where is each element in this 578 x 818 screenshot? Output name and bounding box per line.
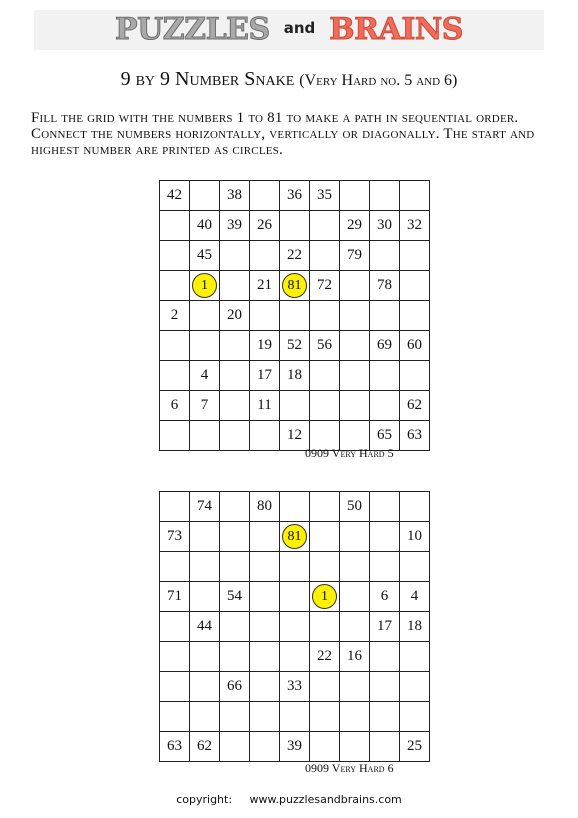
start-number-circle: 1 bbox=[312, 584, 337, 609]
grid-cell bbox=[370, 672, 400, 702]
grid-cell bbox=[370, 702, 400, 732]
grid-cell: 72 bbox=[310, 271, 340, 301]
grid-cell bbox=[280, 702, 310, 732]
grid-cell bbox=[160, 241, 190, 271]
grid-cell bbox=[250, 612, 280, 642]
grid-cell bbox=[310, 361, 340, 391]
grid-row bbox=[160, 241, 430, 271]
grid-cell bbox=[190, 181, 220, 211]
grid-cell bbox=[160, 672, 190, 702]
grid-cell bbox=[250, 522, 280, 552]
grid-cell bbox=[190, 702, 220, 732]
grid-cell bbox=[160, 552, 190, 582]
grid-row bbox=[160, 672, 430, 702]
grid-cell bbox=[400, 301, 430, 331]
grid-cell: 25 bbox=[400, 732, 430, 762]
grid-cell bbox=[310, 522, 340, 552]
grid-cell bbox=[370, 732, 400, 762]
grid-cell: 6 bbox=[160, 391, 190, 421]
grid-cell bbox=[340, 552, 370, 582]
grid-row bbox=[160, 522, 430, 552]
grid-cell: 74 bbox=[190, 492, 220, 522]
grid-cell bbox=[190, 672, 220, 702]
grid-cell bbox=[370, 241, 400, 271]
grid-cell bbox=[160, 612, 190, 642]
grid-cell bbox=[280, 642, 310, 672]
grid-cell: 4 bbox=[190, 361, 220, 391]
grid-cell bbox=[280, 391, 310, 421]
grid-cell bbox=[280, 612, 310, 642]
grid-cell: 22 bbox=[310, 642, 340, 672]
grid-cell: 20 bbox=[220, 301, 250, 331]
grid-cell: 42 bbox=[160, 181, 190, 211]
grid-cell bbox=[310, 211, 340, 241]
grid-cell: 54 bbox=[220, 582, 250, 612]
grid-cell bbox=[250, 301, 280, 331]
grid-cell bbox=[400, 672, 430, 702]
grid-row bbox=[160, 181, 430, 211]
page-title bbox=[0, 68, 578, 91]
grid-cell bbox=[250, 241, 280, 271]
grid-cell: 73 bbox=[160, 522, 190, 552]
grid-cell bbox=[280, 582, 310, 612]
grid-cell bbox=[340, 271, 370, 301]
grid-cell bbox=[310, 301, 340, 331]
grid-cell: 17 bbox=[370, 612, 400, 642]
grid-cell bbox=[160, 642, 190, 672]
grid-cell bbox=[220, 241, 250, 271]
grid-cell bbox=[310, 732, 340, 762]
grid-cell bbox=[400, 492, 430, 522]
grid-cell bbox=[250, 421, 280, 451]
grid-cell: 4 bbox=[400, 582, 430, 612]
grid-row bbox=[160, 211, 430, 241]
grid-cell bbox=[250, 582, 280, 612]
grid-cell bbox=[220, 522, 250, 552]
grid-row bbox=[160, 331, 430, 361]
grid-cell bbox=[220, 552, 250, 582]
grid-cell: 80 bbox=[250, 492, 280, 522]
site-logo bbox=[0, 12, 578, 47]
grid-cell bbox=[250, 702, 280, 732]
grid-cell bbox=[220, 331, 250, 361]
grid-cell bbox=[250, 552, 280, 582]
grid-cell: 66 bbox=[220, 672, 250, 702]
grid-cell bbox=[340, 702, 370, 732]
grid-row bbox=[160, 492, 430, 522]
footer bbox=[0, 793, 578, 806]
grid-cell bbox=[220, 492, 250, 522]
grid-row bbox=[160, 391, 430, 421]
grid-row bbox=[160, 552, 430, 582]
grid-row bbox=[160, 702, 430, 732]
grid-cell bbox=[220, 361, 250, 391]
grid-cell bbox=[250, 672, 280, 702]
grid-cell bbox=[160, 361, 190, 391]
grid-cell: 62 bbox=[400, 391, 430, 421]
grid-cell bbox=[370, 301, 400, 331]
grid-cell bbox=[310, 702, 340, 732]
grid-cell bbox=[160, 702, 190, 732]
grid-cell bbox=[340, 181, 370, 211]
grid-cell: 44 bbox=[190, 612, 220, 642]
grid-cell: 26 bbox=[250, 211, 280, 241]
grid-cell: 22 bbox=[280, 241, 310, 271]
grid-cell bbox=[370, 361, 400, 391]
grid-cell bbox=[340, 301, 370, 331]
grid-cell bbox=[220, 642, 250, 672]
grid-cell: 16 bbox=[340, 642, 370, 672]
grid-cell: 71 bbox=[160, 582, 190, 612]
grid-cell: 10 bbox=[400, 522, 430, 552]
title-main: 9 by 9 Number Snake bbox=[120, 68, 295, 90]
grid-cell bbox=[160, 492, 190, 522]
grid-cell bbox=[220, 702, 250, 732]
grid-cell bbox=[220, 612, 250, 642]
grid-cell: 63 bbox=[160, 732, 190, 762]
grid-cell bbox=[340, 522, 370, 552]
highest-number-circle: 81 bbox=[282, 273, 307, 298]
grid-cell: 35 bbox=[310, 181, 340, 211]
grid-cell bbox=[160, 421, 190, 451]
grid-cell bbox=[190, 522, 220, 552]
grid-cell: 45 bbox=[190, 241, 220, 271]
puzzle-caption-very-hard-6: 0909 Very Hard 6 bbox=[305, 761, 394, 775]
grid-cell: 50 bbox=[340, 492, 370, 522]
grid-cell: 17 bbox=[250, 361, 280, 391]
grid-cell: 39 bbox=[280, 732, 310, 762]
grid-cell bbox=[340, 361, 370, 391]
grid-cell bbox=[310, 582, 340, 612]
grid-cell: 33 bbox=[280, 672, 310, 702]
grid-cell: 62 bbox=[190, 732, 220, 762]
grid-row bbox=[160, 361, 430, 391]
grid-cell bbox=[220, 732, 250, 762]
grid-cell bbox=[310, 241, 340, 271]
instructions-text: Fill the grid with the numbers 1 to 81 to make a path in sequential order. Connect the numbers horizontally, vertically or diagonally. The start and highest number are printed as circles. bbox=[31, 110, 535, 158]
grid-cell: 18 bbox=[400, 612, 430, 642]
grid-cell bbox=[160, 331, 190, 361]
grid-cell bbox=[370, 642, 400, 672]
grid-cell bbox=[370, 552, 400, 582]
grid-cell bbox=[220, 271, 250, 301]
grid-cell: 29 bbox=[340, 211, 370, 241]
grid-cell bbox=[190, 271, 220, 301]
grid-cell: 6 bbox=[370, 582, 400, 612]
grid-cell bbox=[340, 331, 370, 361]
grid-cell bbox=[310, 552, 340, 582]
grid-cell: 78 bbox=[370, 271, 400, 301]
grid-cell bbox=[400, 181, 430, 211]
grid-cell bbox=[340, 732, 370, 762]
grid-cell bbox=[190, 301, 220, 331]
grid-cell: 79 bbox=[340, 241, 370, 271]
grid-cell bbox=[400, 702, 430, 732]
grid-cell: 21 bbox=[250, 271, 280, 301]
grid-cell: 60 bbox=[400, 331, 430, 361]
grid-cell bbox=[250, 642, 280, 672]
grid-cell bbox=[160, 271, 190, 301]
puzzle-caption-very-hard-5: 0909 Very Hard 5 bbox=[305, 446, 394, 460]
grid-cell: 39 bbox=[220, 211, 250, 241]
grid-cell: 2 bbox=[160, 301, 190, 331]
grid-cell bbox=[280, 522, 310, 552]
grid-cell: 40 bbox=[190, 211, 220, 241]
grid-cell: 32 bbox=[400, 211, 430, 241]
grid-cell bbox=[190, 552, 220, 582]
grid-cell bbox=[280, 271, 310, 301]
grid-cell bbox=[160, 211, 190, 241]
logo-and-text: and bbox=[283, 19, 316, 37]
grid-cell: 69 bbox=[370, 331, 400, 361]
grid-cell bbox=[370, 492, 400, 522]
grid-cell bbox=[220, 391, 250, 421]
grid-cell: 63 bbox=[400, 421, 430, 451]
grid-cell: 12 bbox=[280, 421, 310, 451]
grid-cell: 38 bbox=[220, 181, 250, 211]
grid-cell bbox=[310, 612, 340, 642]
grid-cell bbox=[340, 672, 370, 702]
grid-cell bbox=[280, 211, 310, 241]
grid-cell bbox=[190, 331, 220, 361]
start-number-circle: 1 bbox=[192, 273, 217, 298]
grid-row bbox=[160, 582, 430, 612]
grid-cell bbox=[250, 181, 280, 211]
grid-cell bbox=[370, 181, 400, 211]
grid-row bbox=[160, 612, 430, 642]
grid-cell bbox=[310, 672, 340, 702]
grid-cell bbox=[280, 552, 310, 582]
grid-cell: 30 bbox=[370, 211, 400, 241]
grid-cell bbox=[400, 241, 430, 271]
highest-number-circle: 81 bbox=[282, 524, 307, 549]
grid-cell: 65 bbox=[370, 421, 400, 451]
grid-cell bbox=[190, 421, 220, 451]
grid-cell bbox=[250, 732, 280, 762]
grid-cell bbox=[310, 492, 340, 522]
grid-cell: 56 bbox=[310, 331, 340, 361]
grid-cell: 52 bbox=[280, 331, 310, 361]
grid-row bbox=[160, 732, 430, 762]
puzzle-grid-very-hard-5 bbox=[159, 180, 430, 451]
grid-row bbox=[160, 642, 430, 672]
grid-cell bbox=[370, 522, 400, 552]
grid-cell bbox=[400, 271, 430, 301]
grid-cell bbox=[280, 301, 310, 331]
grid-cell bbox=[220, 421, 250, 451]
grid-cell: 11 bbox=[250, 391, 280, 421]
logo-brains-text: BRAINS bbox=[329, 12, 463, 47]
grid-cell bbox=[400, 552, 430, 582]
grid-cell bbox=[400, 642, 430, 672]
copyright-label: copyright: bbox=[176, 793, 233, 806]
grid-cell bbox=[340, 391, 370, 421]
puzzle-grid-very-hard-6 bbox=[159, 491, 430, 762]
grid-cell: 18 bbox=[280, 361, 310, 391]
grid-cell bbox=[340, 612, 370, 642]
logo-puzzles-text: PUZZLES bbox=[115, 12, 270, 47]
grid-cell bbox=[400, 361, 430, 391]
grid-cell: 7 bbox=[190, 391, 220, 421]
website-link[interactable]: www.puzzlesandbrains.com bbox=[249, 793, 402, 806]
grid-cell bbox=[280, 492, 310, 522]
title-subtitle: (Very Hard no. 5 and 6) bbox=[299, 72, 458, 89]
grid-cell bbox=[370, 391, 400, 421]
grid-cell bbox=[340, 582, 370, 612]
grid-cell: 36 bbox=[280, 181, 310, 211]
grid-cell bbox=[190, 582, 220, 612]
grid-row bbox=[160, 301, 430, 331]
grid-cell bbox=[190, 642, 220, 672]
grid-cell: 19 bbox=[250, 331, 280, 361]
grid-cell bbox=[310, 391, 340, 421]
grid-row bbox=[160, 271, 430, 301]
